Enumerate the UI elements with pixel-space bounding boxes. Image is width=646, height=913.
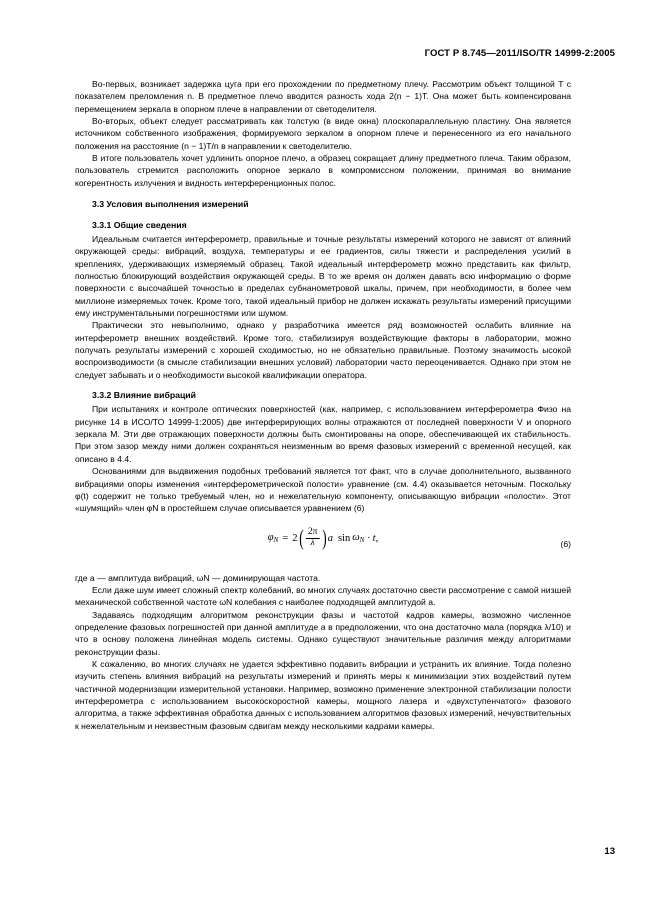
equation-block [75,526,571,566]
paragraph: Основаниями для выдвижения подобных требований является тот факт, что в случае дополнительного, вызванного вибрациями опоры изменения «интерферометрической полости» уравнение (см. 4.4) оказывается неточным. Поскольку φ(t) содержит не только требуемый член, но и нежелательную компоненту, описывающую вибрации «полости». Этот «шумящий» член φN в простейшем случае описывается уравнением (6) [75,466,571,514]
paragraph: Идеальным считается интерферометр, правильные и точные результаты измерений которого не зависят от влияний окружающей среды: вибраций, воздуха, температуры и ее градиентов, силы тяжести и распределения усилий в креплениях, удерживающих измеряемый образец. Такой идеальный интерферометр можно представить как фильтр, полностью блокирующий воздействия окружающей среды. В то же время он должен давать всю информацию о форме поверхности с высочайшей точностью в пределах субнанометровой шкалы, причем, при необходимости, в более чем миллионе измеряемых точек. Кроме того, такой идеальный прибор не должен искажать результаты измерений присущими ему инструментальными погрешностями или шумом. [75,233,571,318]
equation-fraction: $\frac{2\pi}{\lambda}$ [307,526,318,548]
equation-sin: sin [337,532,351,544]
page-header: ГОСТ Р 8.745—2011/ISO/TR 14999-2:2005 [424,48,615,59]
section-heading-3-3-2: 3.3.2 Влияние вибраций [92,390,196,401]
paragraph: В итоге пользователь хочет удлинить опорное плечо, а образец сокращает длину предметного плеча. Таким образом, пользователь стремится расположить опорное зеркало в компромиссном положении, принимая во внимание когерентность излучения и видность интерференционных полос. [75,153,571,188]
paragraph: Во-вторых, объект следует рассматривать как толстую (в виде окна) плоскопараллельную пластину. Она является источником собственного изображения, формируемого зеркалом в опорном плече и перенесенного из его начального положения на расстояние (n − 1)T/n в направлении к светоделителю. [75,116,571,151]
paragraph: Практически это невыполнимо, однако у разработчика имеется ряд возможностей ослабить влияние на интерферометр внешних воздействий. Кроме того, стабилизируя воздействующие факторы в лаборатории, можно получать результаты измерений с хорошей сходимостью, но не обязательно правильные. Поэтому значимость ысокой воспроизводимости (в смысле стабилизации внешних условий) лаборатории часто переоценивается. Однако при этом не следует забывать и о необходимости высокой квалификации оператора. [75,320,571,380]
equation-amplitude: a [327,532,333,544]
paragraph: Во-первых, возникает задержка цуга при его прохождении по предметному плечу. Рассмотрим объект толщиной T с показателем преломления n. В предметное плечо вводится разность хода 2(n − 1)T. Она может быть компенсирована перемещением зеркала в опорном плече в направлении от светоделителя. [75,79,571,114]
section-heading-3-3-1: 3.3.1 Общие сведения [92,219,187,230]
equation-omega: $\omega_N$ [352,532,365,544]
paragraph: К сожалению, во многих случаях не удается эффективно подавить вибрации и устранить их влияние. Тогда полезно изучить степень влияния вибраций на результаты измерений и принять меры к минимизации этих воздействий путем частичной модернизации измерительной установки. Например, возможно применение электронной стабилизации полости интерферометра с использованием высокоскоростной камеры, мощного лазера и «двухступенчатого» фазового алгоритма, а также эффективная обработка данных с использованием алгоритмов фазовых измерений, нечувствительных к нежелательным и неизвестным фазовым сдвигам между несколькими кадрами камеры. [75,658,571,731]
equation-equals: = [282,532,289,544]
page-number: 13 [604,846,615,857]
paragraph-notation: где a — амплитуда вибраций, ωN — доминирующая частота. [75,572,321,583]
left-paren: ( [298,525,304,551]
paragraph: Если даже шум имеет сложный спектр колебаний, во многих случаях достаточно свести рассмотрение с самой низшей механической собственной частоте ωN колебания с наиболее подходящей амплитудой a. [75,584,571,608]
equation-lhs: $\varphi_N$ [267,532,279,544]
equation-6 [267,525,379,551]
equation-coefficient: 2 [292,532,298,544]
right-paren: ) [321,525,327,551]
paragraph: При испытаниях и контроле оптических поверхностей (как, например, с использованием интерферометра Физо на рисунке 14 в ИСО/ТО 14999-1:2005) две интерферирующих волны отражаются от последней поверхности V и опорного зеркала M. Эти две отражающих поверхности должны быть смонтированы на опоре, обеспечивающей их стабильность. При этом зазор между ними должен сохраняться неизменным во время фазовых измерений с временной несущей, как описано в 4.4. [75,404,571,464]
paragraph: Задаваясь подходящим алгоритмом реконструкции фазы и частотой кадров камеры, возможно численное определение фазовых погрешностей при данной амплитуде a в предположении, что она достаточно мала (порядка λ/10) и что в основу положена линейная модель системы. Однако существуют значительные различия между алгоритмами реконструкции фазы. [75,609,571,657]
page-body [75,78,571,732]
section-heading-3-3: 3.3 Условия выполнения измерений [92,199,249,210]
equation-time: · t, [367,532,379,544]
equation-number: (6) [560,538,571,549]
